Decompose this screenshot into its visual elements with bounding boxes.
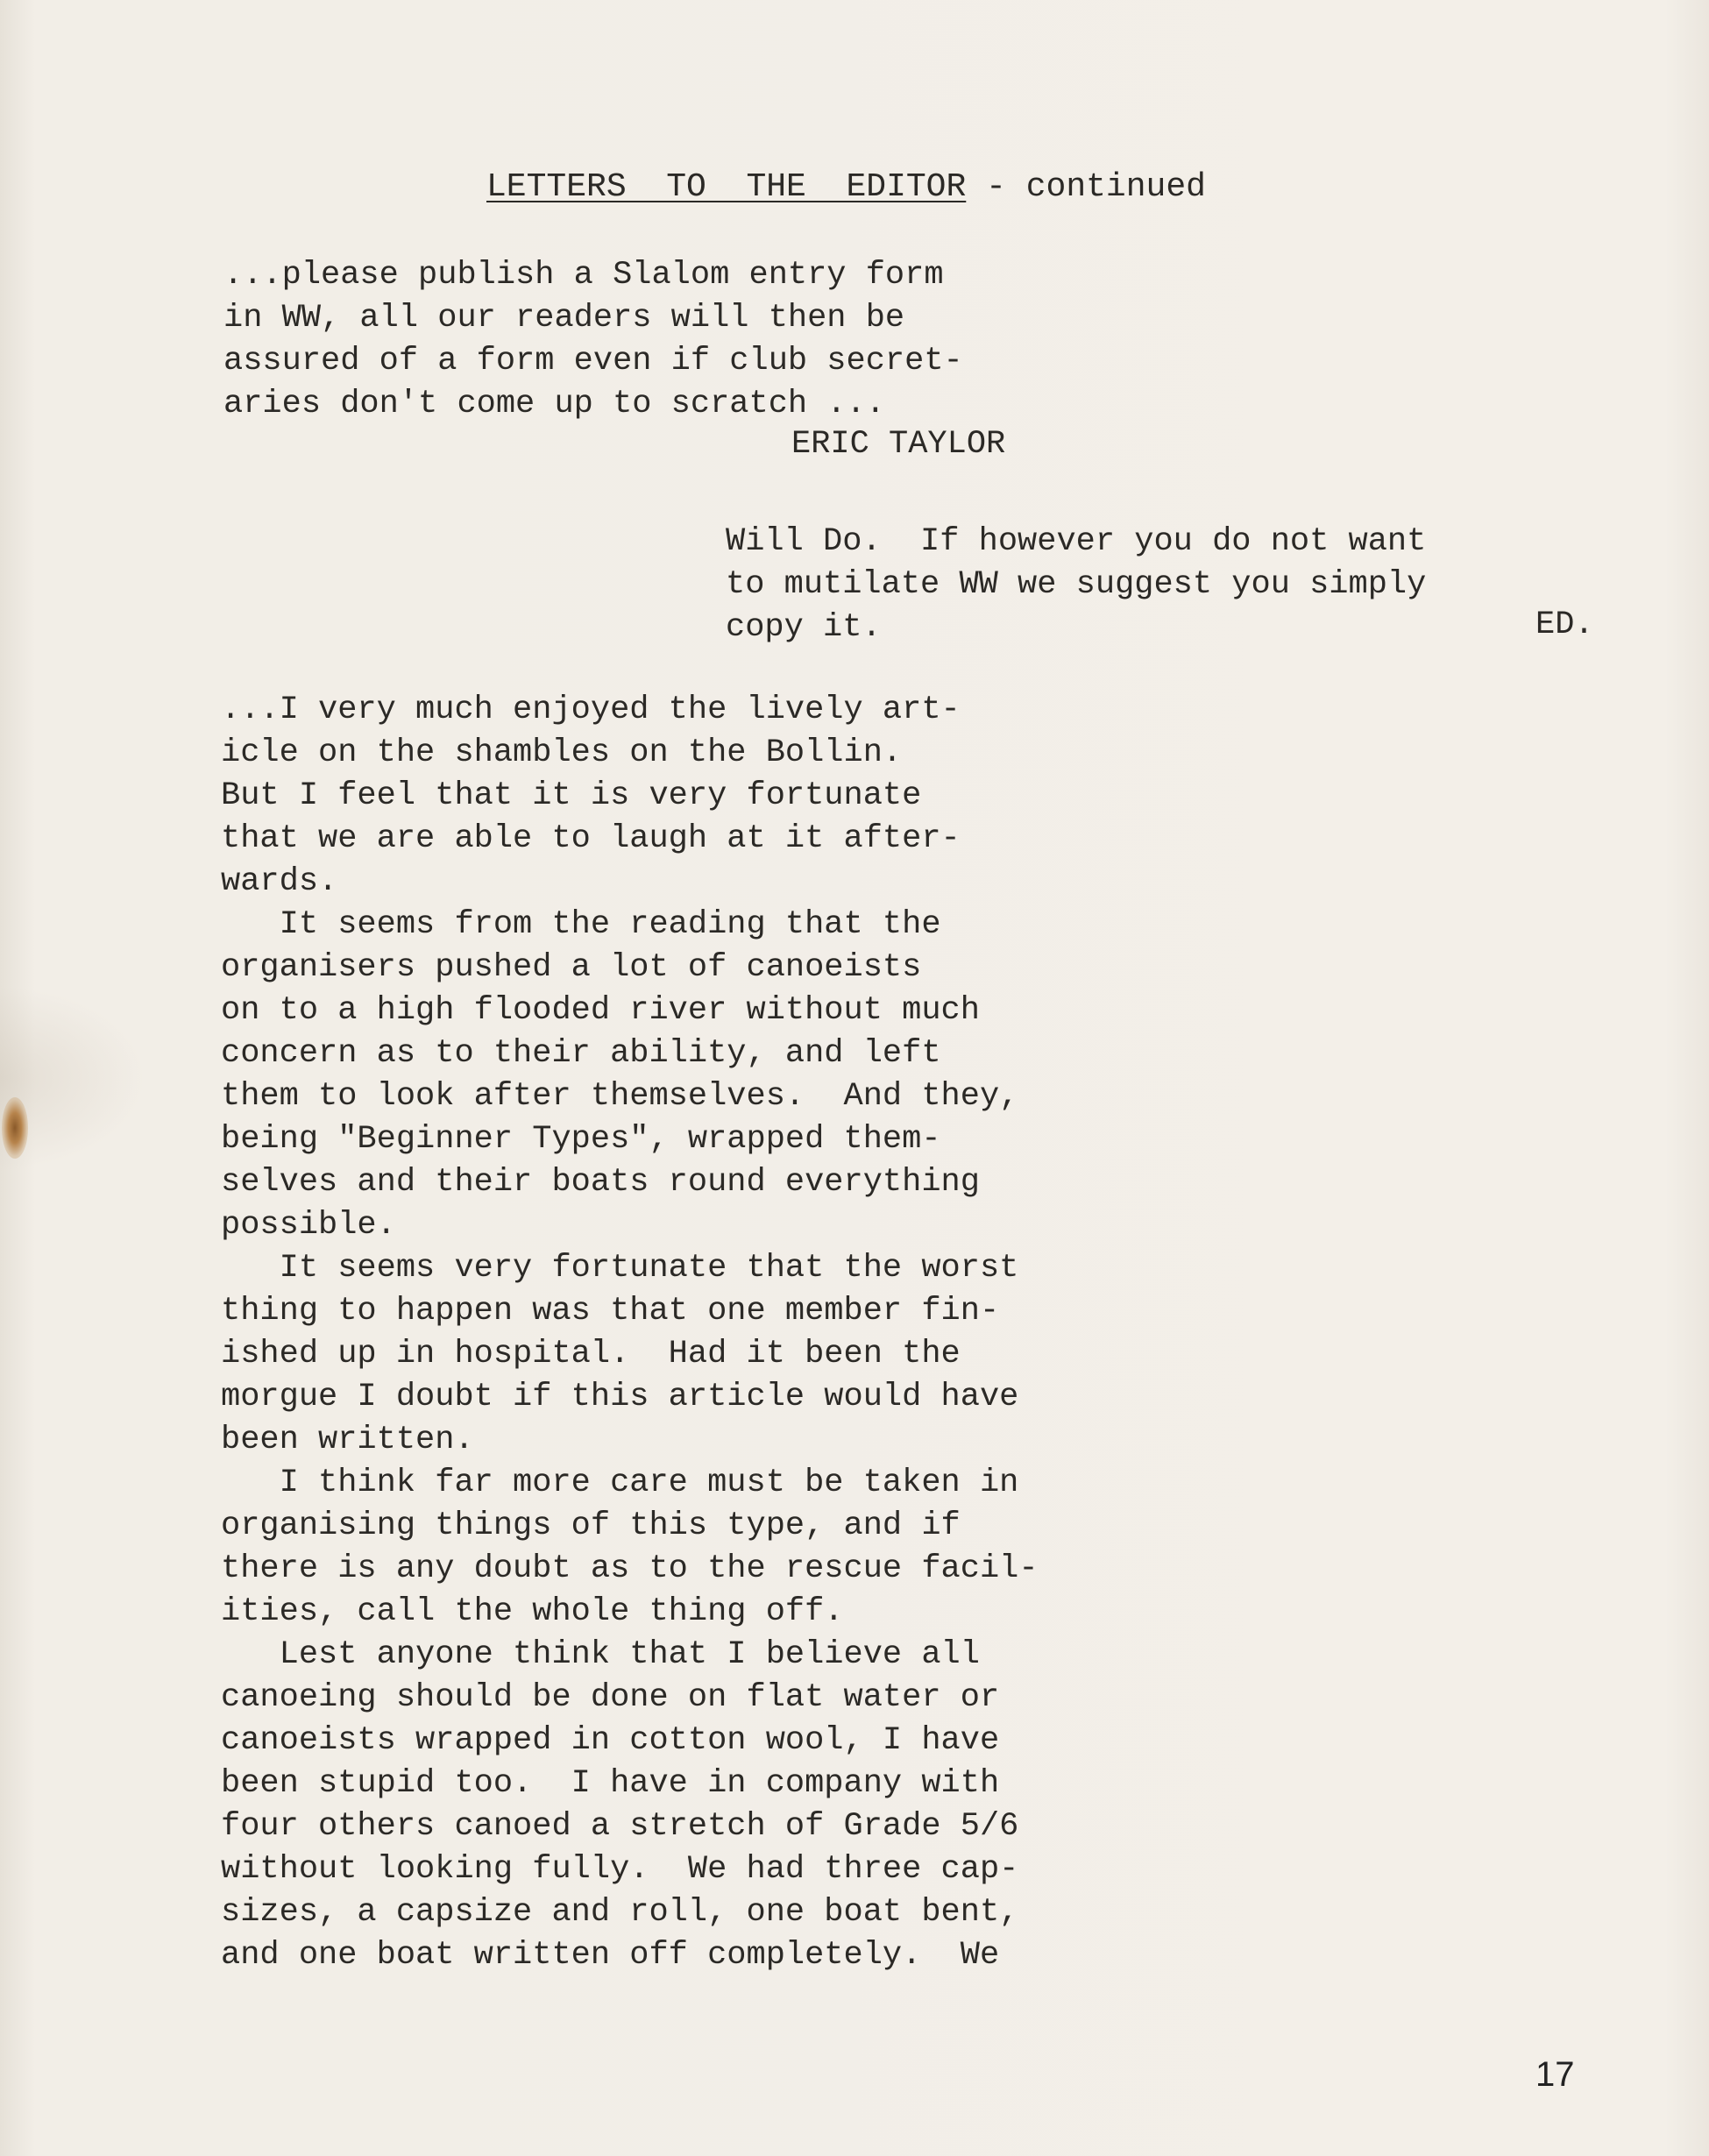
letter-line: on to a high flooded river without much xyxy=(221,992,980,1029)
rust-stain xyxy=(2,1097,28,1159)
letter-line: Lest anyone think that I believe all xyxy=(221,1636,980,1673)
letter-line: morgue I doubt if this article would have xyxy=(221,1379,1019,1415)
letter-line: icle on the shambles on the Bollin. xyxy=(221,734,903,771)
letter-line: But I feel that it is very fortunate xyxy=(221,777,922,814)
letter-line: being "Beginner Types", wrapped them- xyxy=(221,1121,941,1158)
letter-line: without looking fully. We had three cap- xyxy=(221,1851,1019,1888)
letter-line: been written. xyxy=(221,1422,474,1458)
letter-line: possible. xyxy=(221,1207,396,1244)
letter-line: ities, call the whole thing off. xyxy=(221,1593,844,1630)
letter-line: It seems from the reading that the xyxy=(221,906,941,943)
letter-line: them to look after themselves. And they, xyxy=(221,1078,1019,1115)
letter-line: It seems very fortunate that the worst xyxy=(221,1250,1019,1287)
signature-ed: ED. xyxy=(1535,606,1594,643)
letter-line: that we are able to laugh at it after- xyxy=(221,820,961,857)
letter-line: and one boat written off completely. We xyxy=(221,1937,1000,1974)
letter-line: ...please publish a Slalom entry form xyxy=(223,257,944,294)
letter-line: there is any doubt as to the rescue facil- xyxy=(221,1550,1039,1587)
signature-eric-taylor: ERIC TAYLOR xyxy=(791,426,1006,463)
letter-line: canoeing should be done on flat water or xyxy=(221,1679,1000,1716)
letter-line: selves and their boats round everything xyxy=(221,1164,980,1201)
letter-line: aries don't come up to scratch ... xyxy=(223,386,885,422)
letter-line: I think far more care must be taken in xyxy=(221,1465,1019,1501)
letter-line: assured of a form even if club secret- xyxy=(223,343,963,379)
letter-line: four others canoed a stretch of Grade 5/6 xyxy=(221,1808,1019,1845)
letter-line: in WW, all our readers will then be xyxy=(223,300,905,337)
letter-line: concern as to their ability, and left xyxy=(221,1035,941,1072)
page-number: 17 xyxy=(1535,2055,1575,2094)
heading-title: LETTERS TO THE EDITOR xyxy=(486,168,967,206)
letter-line: organisers pushed a lot of canoeists xyxy=(221,949,922,986)
letter-line: sizes, a capsize and roll, one boat bent, xyxy=(221,1894,1019,1931)
letter-line: ished up in hospital. Had it been the xyxy=(221,1336,961,1372)
letter-line: organising things of this type, and if xyxy=(221,1507,961,1544)
letter-line: canoeists wrapped in cotton wool, I have xyxy=(221,1722,1000,1759)
reply-line: Will Do. If however you do not want xyxy=(726,523,1427,560)
letter-line: thing to happen was that one member fin- xyxy=(221,1293,1000,1330)
heading-continued: - continued xyxy=(966,168,1206,206)
reply-line: copy it. xyxy=(726,609,882,646)
section-heading xyxy=(486,168,1206,206)
letter-line: ...I very much enjoyed the lively art- xyxy=(221,691,961,728)
reply-line: to mutilate WW we suggest you simply xyxy=(726,566,1427,603)
letter-line: been stupid too. I have in company with xyxy=(221,1765,1000,1802)
letter-line: wards. xyxy=(221,863,338,900)
